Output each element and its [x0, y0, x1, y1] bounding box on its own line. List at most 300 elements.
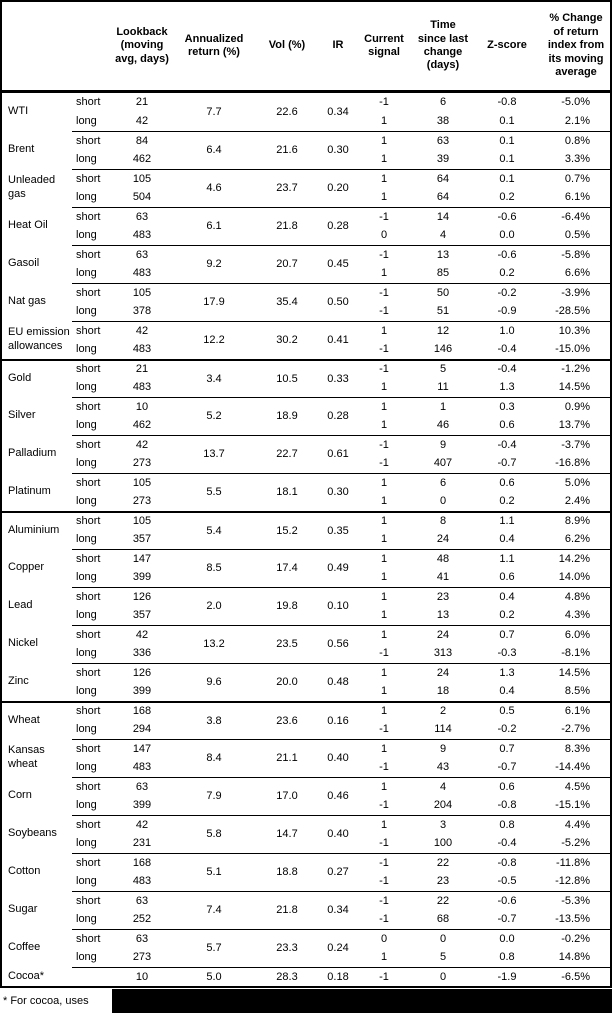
signal-value: 1 — [354, 378, 414, 397]
period-value: short — [72, 853, 108, 872]
zscore-value: 0.6 — [472, 777, 542, 796]
signals-table — [2, 2, 610, 986]
pct-value: -3.7% — [542, 435, 610, 454]
vol-value: 22.6 — [252, 93, 322, 131]
pct-value: 14.5% — [542, 663, 610, 682]
pct-value: 5.0% — [542, 473, 610, 492]
lookback-value: 483 — [108, 264, 176, 283]
ir-value: 0.34 — [322, 93, 354, 131]
vol-value: 14.7 — [252, 815, 322, 853]
lookback-value: 168 — [108, 701, 176, 720]
signal-value: -1 — [354, 853, 414, 872]
ir-value: 0.28 — [322, 207, 354, 245]
time-value: 23 — [414, 872, 472, 891]
table-row — [2, 663, 610, 682]
ir-value: 0.48 — [322, 663, 354, 701]
lookback-value: 10 — [108, 967, 176, 986]
period-value: long — [72, 378, 108, 397]
signal-value: 1 — [354, 416, 414, 435]
commodity-name: Platinum — [2, 473, 72, 511]
period-value: short — [72, 245, 108, 264]
period-value: long — [72, 188, 108, 207]
commodity-name: Soybeans — [2, 815, 72, 853]
period-value: long — [72, 112, 108, 131]
vol-value: 23.7 — [252, 169, 322, 207]
table-header — [2, 2, 610, 93]
lookback-value: 462 — [108, 416, 176, 435]
time-value: 24 — [414, 625, 472, 644]
table-row — [2, 207, 610, 226]
annualized-value: 8.4 — [176, 739, 252, 777]
footnote-text: * For cocoa, uses — [0, 989, 112, 1013]
vol-value: 18.9 — [252, 397, 322, 435]
period-value: short — [72, 435, 108, 454]
pct-value: 4.5% — [542, 777, 610, 796]
time-value: 24 — [414, 663, 472, 682]
commodity-name: Kansas wheat — [2, 739, 72, 777]
pct-value: 6.6% — [542, 264, 610, 283]
signal-value: 1 — [354, 587, 414, 606]
commodity-name: Copper — [2, 549, 72, 587]
lookback-value: 147 — [108, 739, 176, 758]
table-row — [2, 511, 610, 530]
period-value: short — [72, 663, 108, 682]
vol-value: 22.7 — [252, 435, 322, 473]
signal-value: 1 — [354, 549, 414, 568]
signal-value: 1 — [354, 131, 414, 150]
signal-value: -1 — [354, 758, 414, 777]
commodity-name: Wheat — [2, 701, 72, 739]
time-value: 23 — [414, 587, 472, 606]
time-value: 24 — [414, 530, 472, 549]
table-row — [2, 625, 610, 644]
zscore-value: 0.4 — [472, 530, 542, 549]
vol-value: 30.2 — [252, 321, 322, 359]
commodity-name: Gold — [2, 359, 72, 397]
period-value: short — [72, 625, 108, 644]
time-value: 14 — [414, 207, 472, 226]
lookback-value: 483 — [108, 758, 176, 777]
table-row — [2, 853, 610, 872]
table-body — [2, 93, 610, 986]
zscore-value: 1.0 — [472, 321, 542, 340]
time-value: 8 — [414, 511, 472, 530]
annualized-value: 13.7 — [176, 435, 252, 473]
zscore-value: 0.1 — [472, 112, 542, 131]
lookback-value: 84 — [108, 131, 176, 150]
lookback-value: 504 — [108, 188, 176, 207]
pct-value: -16.8% — [542, 454, 610, 473]
ir-value: 0.35 — [322, 511, 354, 549]
zscore-value: 0.6 — [472, 473, 542, 492]
period-value: long — [72, 644, 108, 663]
lookback-value: 42 — [108, 321, 176, 340]
lookback-value: 483 — [108, 872, 176, 891]
ir-value: 0.24 — [322, 929, 354, 967]
pct-value: -28.5% — [542, 302, 610, 321]
period-value: short — [72, 473, 108, 492]
pct-value: 2.1% — [542, 112, 610, 131]
header-time: Time since last change (days) — [414, 2, 472, 93]
time-value: 9 — [414, 739, 472, 758]
annualized-value: 12.2 — [176, 321, 252, 359]
commodity-name: Cocoa* — [2, 967, 72, 986]
pct-value: -5.8% — [542, 245, 610, 264]
annualized-value: 4.6 — [176, 169, 252, 207]
table-row — [2, 777, 610, 796]
commodity-name: EU emission allowances — [2, 321, 72, 359]
signal-value: 1 — [354, 112, 414, 131]
lookback-value: 10 — [108, 397, 176, 416]
signal-value: -1 — [354, 891, 414, 910]
vol-value: 10.5 — [252, 359, 322, 397]
zscore-value: -0.6 — [472, 207, 542, 226]
zscore-value: 0.8 — [472, 948, 542, 967]
commodity-name: Brent — [2, 131, 72, 169]
commodity-name: Silver — [2, 397, 72, 435]
period-value: long — [72, 226, 108, 245]
table-row — [2, 473, 610, 492]
vol-value: 35.4 — [252, 283, 322, 321]
zscore-value: -0.4 — [472, 834, 542, 853]
commodity-name: Cotton — [2, 853, 72, 891]
commodity-name: Sugar — [2, 891, 72, 929]
zscore-value: -0.2 — [472, 720, 542, 739]
time-value: 50 — [414, 283, 472, 302]
pct-value: -0.2% — [542, 929, 610, 948]
signal-value: 1 — [354, 188, 414, 207]
zscore-value: -0.4 — [472, 359, 542, 378]
pct-value: -6.5% — [542, 967, 610, 986]
pct-value: -5.0% — [542, 93, 610, 112]
time-value: 39 — [414, 150, 472, 169]
annualized-value: 7.7 — [176, 93, 252, 131]
commodity-name: Gasoil — [2, 245, 72, 283]
time-value: 13 — [414, 245, 472, 264]
time-value: 13 — [414, 606, 472, 625]
pct-value: 6.1% — [542, 188, 610, 207]
signal-value: 1 — [354, 739, 414, 758]
lookback-value: 42 — [108, 112, 176, 131]
table-row — [2, 93, 610, 112]
ir-value: 0.28 — [322, 397, 354, 435]
annualized-value: 17.9 — [176, 283, 252, 321]
zscore-value: 0.4 — [472, 682, 542, 701]
annualized-value: 7.4 — [176, 891, 252, 929]
pct-value: -14.4% — [542, 758, 610, 777]
time-value: 38 — [414, 112, 472, 131]
period-value: long — [72, 948, 108, 967]
signal-value: 1 — [354, 682, 414, 701]
lookback-value: 126 — [108, 663, 176, 682]
time-value: 0 — [414, 492, 472, 511]
time-value: 6 — [414, 93, 472, 112]
signal-value: 1 — [354, 397, 414, 416]
pct-value: -15.0% — [542, 340, 610, 359]
period-value: long — [72, 264, 108, 283]
annualized-value: 5.8 — [176, 815, 252, 853]
annualized-value: 5.2 — [176, 397, 252, 435]
header-period — [72, 2, 108, 93]
vol-value: 19.8 — [252, 587, 322, 625]
vol-value: 21.1 — [252, 739, 322, 777]
lookback-value: 126 — [108, 587, 176, 606]
vol-value: 23.5 — [252, 625, 322, 663]
lookback-value: 63 — [108, 891, 176, 910]
lookback-value: 42 — [108, 815, 176, 834]
period-value: short — [72, 587, 108, 606]
zscore-value: 0.4 — [472, 587, 542, 606]
pct-value: 0.7% — [542, 169, 610, 188]
vol-value: 21.6 — [252, 131, 322, 169]
pct-value: 10.3% — [542, 321, 610, 340]
pct-value: 14.8% — [542, 948, 610, 967]
vol-value: 20.0 — [252, 663, 322, 701]
lookback-value: 399 — [108, 568, 176, 587]
ir-value: 0.41 — [322, 321, 354, 359]
signal-value: 1 — [354, 264, 414, 283]
pct-value: -11.8% — [542, 853, 610, 872]
period-value: short — [72, 815, 108, 834]
lookback-value: 105 — [108, 473, 176, 492]
vol-value: 21.8 — [252, 207, 322, 245]
period-value: short — [72, 397, 108, 416]
lookback-value: 483 — [108, 340, 176, 359]
zscore-value: -0.6 — [472, 245, 542, 264]
zscore-value: -0.4 — [472, 435, 542, 454]
pct-value: 14.0% — [542, 568, 610, 587]
annualized-value: 5.7 — [176, 929, 252, 967]
zscore-value: 0.8 — [472, 815, 542, 834]
vol-value: 23.6 — [252, 701, 322, 739]
signal-value: 0 — [354, 226, 414, 245]
period-value: long — [72, 568, 108, 587]
time-value: 9 — [414, 435, 472, 454]
table-row — [2, 929, 610, 948]
table-row — [2, 359, 610, 378]
zscore-value: 0.1 — [472, 131, 542, 150]
time-value: 204 — [414, 796, 472, 815]
table-row — [2, 891, 610, 910]
signal-value: 1 — [354, 511, 414, 530]
lookback-value: 378 — [108, 302, 176, 321]
zscore-value: -0.2 — [472, 283, 542, 302]
time-value: 63 — [414, 131, 472, 150]
lookback-value: 357 — [108, 606, 176, 625]
vol-value: 18.8 — [252, 853, 322, 891]
pct-value: 2.4% — [542, 492, 610, 511]
zscore-value: 0.2 — [472, 606, 542, 625]
zscore-value: -0.4 — [472, 340, 542, 359]
signal-value: -1 — [354, 207, 414, 226]
commodity-name: Nickel — [2, 625, 72, 663]
zscore-value: 0.2 — [472, 492, 542, 511]
signal-value: -1 — [354, 454, 414, 473]
lookback-value: 42 — [108, 625, 176, 644]
lookback-value: 147 — [108, 549, 176, 568]
time-value: 146 — [414, 340, 472, 359]
zscore-value: 0.2 — [472, 264, 542, 283]
period-value: short — [72, 321, 108, 340]
commodity-name: WTI — [2, 93, 72, 131]
period-value: short — [72, 93, 108, 112]
lookback-value: 63 — [108, 929, 176, 948]
pct-value: 14.2% — [542, 549, 610, 568]
lookback-value: 168 — [108, 853, 176, 872]
lookback-value: 21 — [108, 359, 176, 378]
time-value: 11 — [414, 378, 472, 397]
pct-value: 6.0% — [542, 625, 610, 644]
signal-value: 1 — [354, 777, 414, 796]
time-value: 64 — [414, 169, 472, 188]
time-value: 407 — [414, 454, 472, 473]
header-annualized: Annualized return (%) — [176, 2, 252, 93]
period-value — [72, 967, 108, 986]
pct-value: 0.9% — [542, 397, 610, 416]
period-value: long — [72, 530, 108, 549]
signal-value: -1 — [354, 245, 414, 264]
ir-value: 0.30 — [322, 473, 354, 511]
period-value: short — [72, 283, 108, 302]
annualized-value: 3.8 — [176, 701, 252, 739]
period-value: short — [72, 207, 108, 226]
table-row — [2, 397, 610, 416]
pct-value: -5.3% — [542, 891, 610, 910]
zscore-value: -0.8 — [472, 853, 542, 872]
time-value: 48 — [414, 549, 472, 568]
vol-value: 15.2 — [252, 511, 322, 549]
ir-value: 0.20 — [322, 169, 354, 207]
zscore-value: -1.9 — [472, 967, 542, 986]
signal-value: -1 — [354, 359, 414, 378]
zscore-value: 0.0 — [472, 929, 542, 948]
zscore-value: -0.8 — [472, 93, 542, 112]
time-value: 22 — [414, 891, 472, 910]
pct-value: 13.7% — [542, 416, 610, 435]
signal-value: -1 — [354, 796, 414, 815]
period-value: short — [72, 549, 108, 568]
lookback-value: 63 — [108, 207, 176, 226]
pct-value: 0.8% — [542, 131, 610, 150]
pct-value: 0.5% — [542, 226, 610, 245]
annualized-value: 9.2 — [176, 245, 252, 283]
pct-value: 4.4% — [542, 815, 610, 834]
zscore-value: 0.5 — [472, 701, 542, 720]
pct-value: -2.7% — [542, 720, 610, 739]
annualized-value: 6.1 — [176, 207, 252, 245]
period-value: long — [72, 454, 108, 473]
time-value: 64 — [414, 188, 472, 207]
pct-value: 14.5% — [542, 378, 610, 397]
signal-value: -1 — [354, 340, 414, 359]
lookback-value: 105 — [108, 511, 176, 530]
annualized-value: 3.4 — [176, 359, 252, 397]
table-row — [2, 245, 610, 264]
signal-value: 0 — [354, 929, 414, 948]
time-value: 6 — [414, 473, 472, 492]
period-value: long — [72, 302, 108, 321]
lookback-value: 483 — [108, 378, 176, 397]
annualized-value: 13.2 — [176, 625, 252, 663]
commodity-name: Heat Oil — [2, 207, 72, 245]
lookback-value: 63 — [108, 245, 176, 264]
lookback-value: 273 — [108, 492, 176, 511]
time-value: 0 — [414, 967, 472, 986]
signal-value: 1 — [354, 568, 414, 587]
ir-value: 0.61 — [322, 435, 354, 473]
lookback-value: 105 — [108, 169, 176, 188]
table-row — [2, 283, 610, 302]
commodity-name: Lead — [2, 587, 72, 625]
annualized-value: 9.6 — [176, 663, 252, 701]
period-value: long — [72, 492, 108, 511]
zscore-value: -0.5 — [472, 872, 542, 891]
time-value: 2 — [414, 701, 472, 720]
header-lookback: Lookback (moving avg, days) — [108, 2, 176, 93]
pct-value: -13.5% — [542, 910, 610, 929]
zscore-value: 1.3 — [472, 663, 542, 682]
commodity-name: Zinc — [2, 663, 72, 701]
table-row — [2, 587, 610, 606]
annualized-value: 5.1 — [176, 853, 252, 891]
zscore-value: 1.3 — [472, 378, 542, 397]
annualized-value: 5.5 — [176, 473, 252, 511]
lookback-value: 483 — [108, 226, 176, 245]
pct-value: 8.3% — [542, 739, 610, 758]
time-value: 18 — [414, 682, 472, 701]
time-value: 1 — [414, 397, 472, 416]
period-value: short — [72, 359, 108, 378]
time-value: 114 — [414, 720, 472, 739]
vol-value: 21.8 — [252, 891, 322, 929]
annualized-value: 7.9 — [176, 777, 252, 815]
vol-value: 23.3 — [252, 929, 322, 967]
zscore-value: -0.7 — [472, 910, 542, 929]
period-value: long — [72, 150, 108, 169]
lookback-value: 294 — [108, 720, 176, 739]
period-value: long — [72, 682, 108, 701]
ir-value: 0.30 — [322, 131, 354, 169]
vol-value: 28.3 — [252, 967, 322, 986]
lookback-value: 63 — [108, 777, 176, 796]
zscore-value: -0.6 — [472, 891, 542, 910]
zscore-value: 0.7 — [472, 625, 542, 644]
ir-value: 0.40 — [322, 739, 354, 777]
ir-value: 0.45 — [322, 245, 354, 283]
lookback-value: 21 — [108, 93, 176, 112]
zscore-value: 1.1 — [472, 549, 542, 568]
pct-value: -6.4% — [542, 207, 610, 226]
ir-value: 0.18 — [322, 967, 354, 986]
ir-value: 0.33 — [322, 359, 354, 397]
pct-value: 6.1% — [542, 701, 610, 720]
period-value: short — [72, 511, 108, 530]
period-value: long — [72, 758, 108, 777]
signal-value: -1 — [354, 720, 414, 739]
lookback-value: 357 — [108, 530, 176, 549]
time-value: 68 — [414, 910, 472, 929]
ir-value: 0.49 — [322, 549, 354, 587]
signal-value: 1 — [354, 169, 414, 188]
time-value: 0 — [414, 929, 472, 948]
table-row — [2, 435, 610, 454]
ir-value: 0.46 — [322, 777, 354, 815]
vol-value: 20.7 — [252, 245, 322, 283]
lookback-value: 336 — [108, 644, 176, 663]
footnote-redaction-block — [112, 989, 612, 1013]
time-value: 46 — [414, 416, 472, 435]
time-value: 51 — [414, 302, 472, 321]
